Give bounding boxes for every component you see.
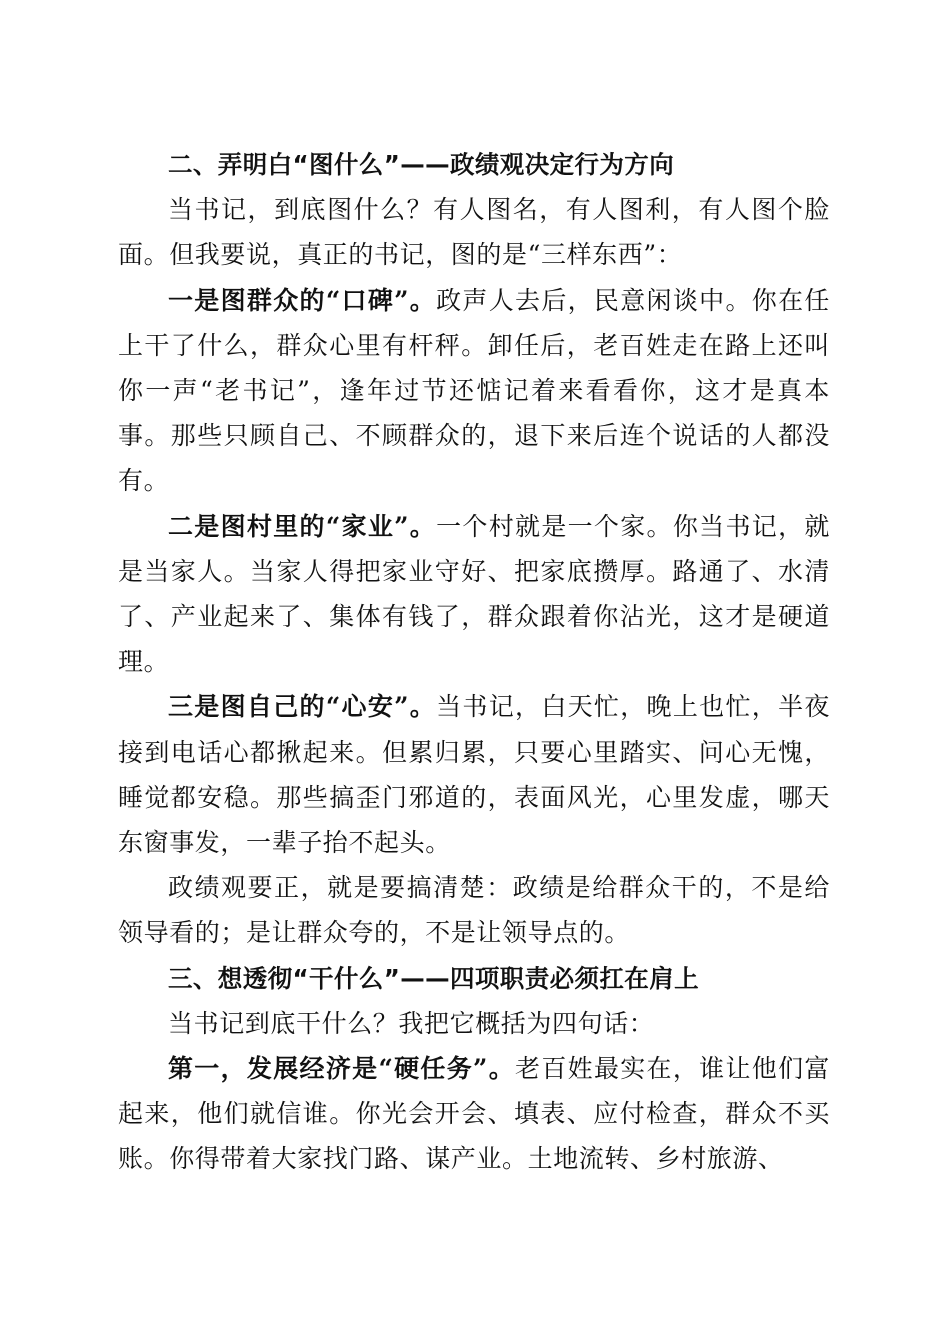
item-text: 一个村就是一个家。你当书记，就是当家人。当家人得把家业守好、把家底攒厚。路通了、水清了、产业起来了、集体有钱了，群众跟着你沾光，这才是硬道理。: [118, 511, 830, 677]
item-lead: 二是图村里的“家业”。: [168, 511, 437, 541]
section-2-item-3: [118, 684, 830, 865]
item-lead: 一是图群众的“口碑”。: [168, 285, 437, 315]
item-text: 老百姓最实在，谁让他们富起来，他们就信谁。你光会开会、填表、应付检查，群众不买账。你得带着大家找门路、谋产业。土地流转、乡村旅游、: [118, 1054, 830, 1174]
item-text: 当书记，白天忙，晚上也忙，半夜接到电话心都揪起来。但累归累，只要心里踏实、问心无愧，睡觉都安稳。那些搞歪门邪道的，表面风光，心里发虚，哪天东窗事发，一辈子抬不起头。: [118, 692, 830, 858]
section-3-item-1: [118, 1046, 830, 1182]
section-2-closing: 政绩观要正，就是要搞清楚：政绩是给群众干的，不是给领导看的；是让群众夸的，不是让领导点的。: [118, 873, 830, 948]
section-2-item-1: [118, 278, 830, 504]
section-3-intro: 当书记到底干什么？我把它概括为四句话：: [168, 1008, 655, 1038]
item-lead: 第一，发展经济是“硬任务”。: [168, 1054, 516, 1084]
section-2-item-2: [118, 504, 830, 685]
item-text: 政声人去后，民意闲谈中。你在任上干了什么，群众心里有杆秤。卸任后，老百姓走在路上还叫你一声“老书记”，逢年过节还惦记着来看看你，这才是真本事。那些只顾自己、不顾群众的，退下来后连个说话的人都没有。: [118, 285, 830, 496]
section-heading-2: 二、弄明白“图什么”——政绩观决定行为方向: [168, 150, 675, 179]
item-lead: 三是图自己的“心安”。: [168, 692, 437, 722]
document-body: [118, 142, 830, 1182]
section-2-intro: 当书记，到底图什么？有人图名，有人图利，有人图个脸面。但我要说，真正的书记，图的是“三样东西”：: [118, 195, 830, 270]
section-heading-3: 三、想透彻“干什么”——四项职责必须扛在肩上: [168, 963, 700, 993]
